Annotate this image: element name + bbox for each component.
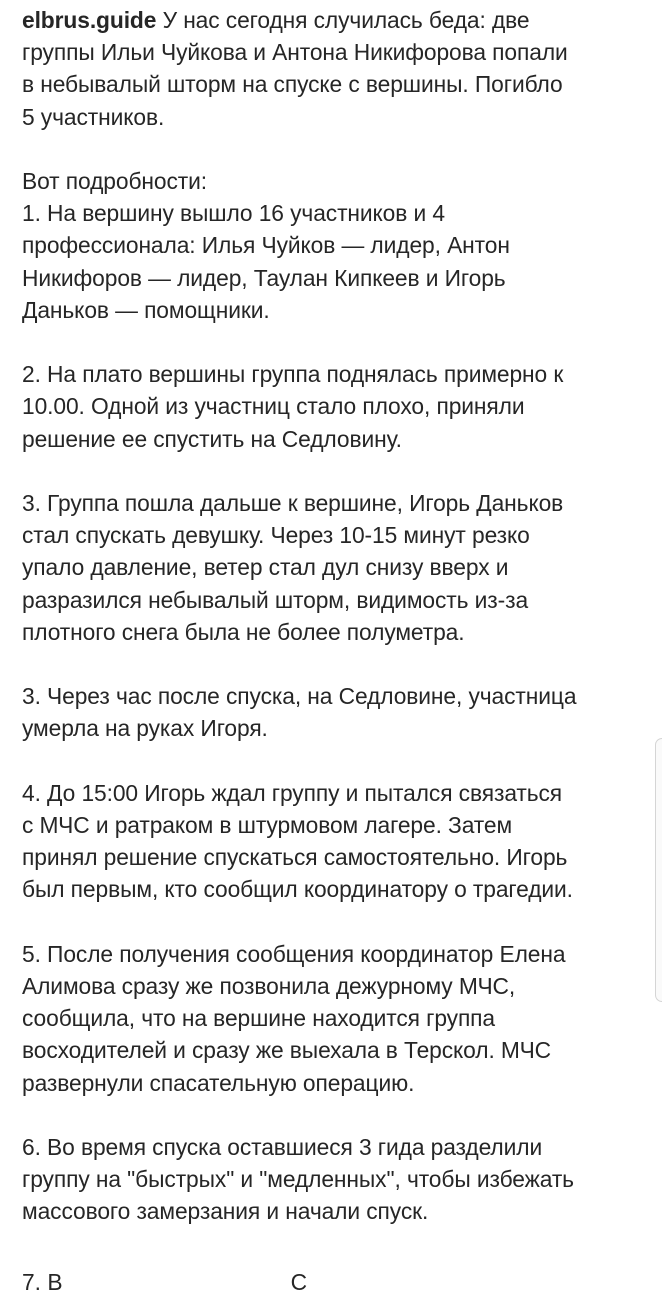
text-line: умерла на руках Игоря. <box>22 715 268 742</box>
text-line: Никифоров — лидер, Таулан Кипкеев и Игорь <box>22 264 506 291</box>
text-line: 2. На плато вершины группа поднялась примерно к <box>22 361 564 388</box>
text-line: 5. После получения сообщения координатор Елена <box>22 940 566 967</box>
text-line: Даньков — помощники. <box>22 296 270 323</box>
text-line: принял решение спускаться самостоятельно. Игорь <box>22 844 568 871</box>
text-line: elbrus.guide У нас сегодня случилась беда: две <box>22 7 530 33</box>
text-line: 10.00. Одной из участниц стало плохо, приняли <box>22 393 525 420</box>
author-username[interactable]: elbrus.guide <box>22 7 157 33</box>
text-line: разразился небывалый шторм, видимость из-за <box>22 586 529 613</box>
text-line: группы Ильи Чуйкова и Антона Никифорова попали <box>22 39 568 66</box>
text-line: 3. Через час после спуска, на Седловине, участница <box>22 683 577 710</box>
text-line: группу на "быстрых" и "медленных", чтобы избежать <box>22 1166 574 1193</box>
text-line: 5 участников. <box>22 103 165 130</box>
text-line: Вот подробности: <box>22 168 207 194</box>
text-line: сообщила, что на вершине находится группа <box>22 1005 496 1032</box>
post-paragraph <box>22 1131 650 1228</box>
text-line: плотного снега была не более полуметра. <box>22 618 465 645</box>
text-line: профессионала: Илья Чуйков — лидер, Антон <box>22 232 510 259</box>
text-line: упало давление, ветер стал дул снизу вверх и <box>22 554 509 581</box>
post-paragraph <box>22 938 650 1099</box>
post-paragraph <box>22 358 650 455</box>
text-line: в небывалый шторм на спуске с вершины. Погибло <box>22 71 563 98</box>
text-line: 6. Во время спуска оставшиеся 3 гида разделили <box>22 1134 543 1160</box>
text-line: восходителей и сразу же выехала в Терскол. МЧС <box>22 1037 552 1064</box>
post-paragraph <box>22 680 650 744</box>
post-paragraph <box>22 4 650 133</box>
text-line: развернули спасательную операцию. <box>22 1069 415 1096</box>
post-paragraph <box>22 165 650 326</box>
text-line: с МЧС и ратраком в штурмовом лагере. Затем <box>22 812 513 838</box>
text-line: решение ее спустить на Седловину. <box>22 425 402 452</box>
cutoff-text-line: 7. В С <box>22 1269 308 1295</box>
text-line: 4. До 15:00 Игорь ждал группу и пытался связаться <box>22 779 563 806</box>
text-line: Алимова сразу же позвонила дежурному МЧС, <box>22 973 516 999</box>
scroll-handle[interactable] <box>655 738 662 1002</box>
text-line: 1. На вершину вышло 16 участников и 4 <box>22 200 445 227</box>
post-text <box>22 4 650 1260</box>
text-line: 3. Группа пошла дальше к вершине, Игорь Даньков <box>22 490 564 516</box>
post-paragraph <box>22 777 650 906</box>
text-line: стал спускать девушку. Через 10-15 минут резко <box>22 522 530 549</box>
text-line: массового замерзания и начали спуск. <box>22 1198 429 1225</box>
post-paragraph <box>22 487 650 648</box>
text-line: был первым, кто сообщил координатору о трагедии. <box>22 876 573 903</box>
